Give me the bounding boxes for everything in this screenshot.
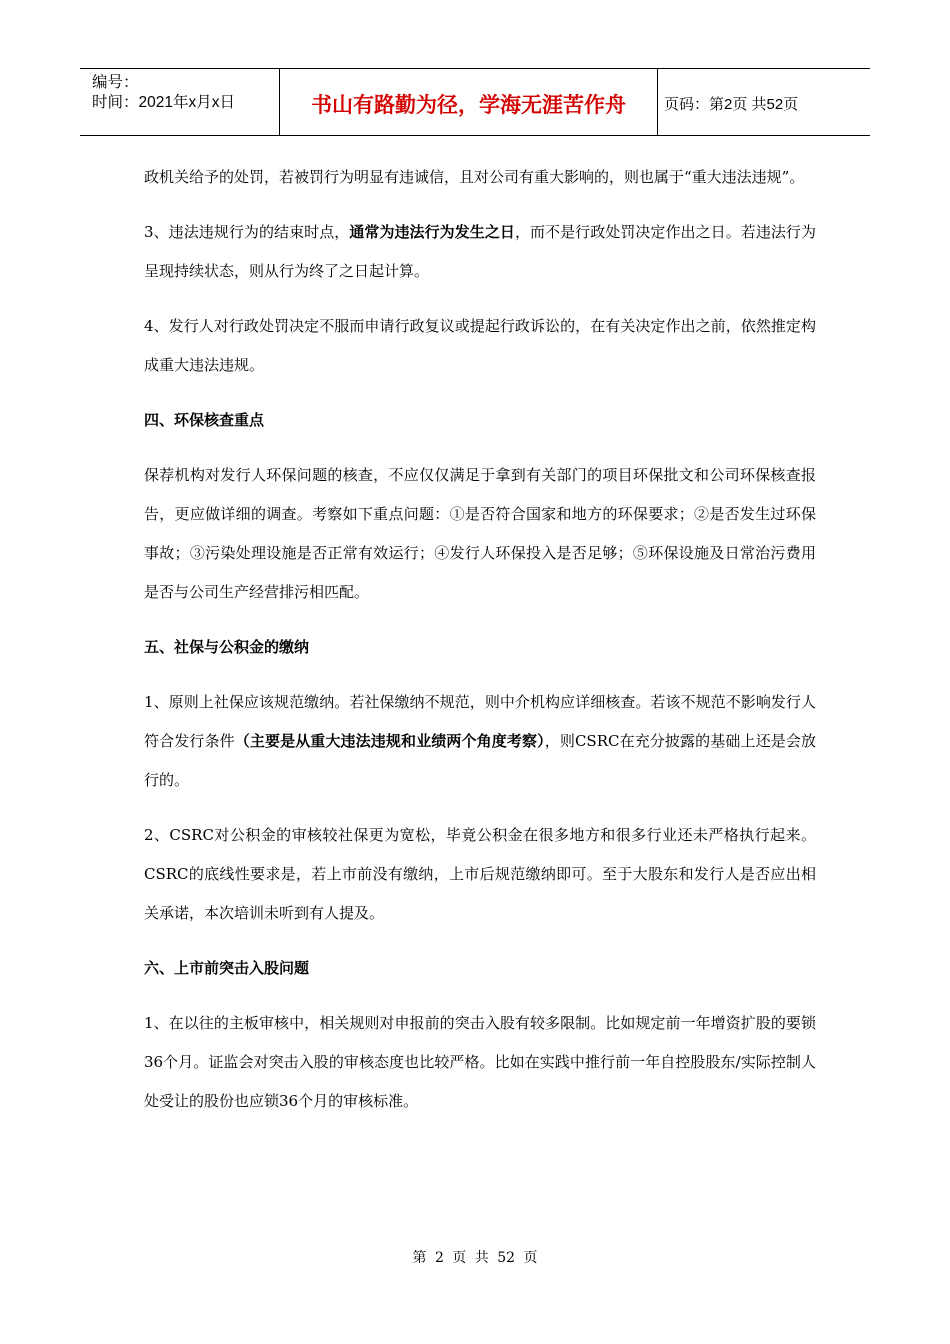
paragraph: 政机关给予的处罚，若被罚行为明显有违诚信，且对公司有重大影响的，则也属于“重大违法违规”。 xyxy=(144,168,805,186)
section-heading: 六、上市前突击入股问题 xyxy=(144,959,310,977)
paragraph: 保荐机构对发行人环保问题的核查，不应仅仅满足于拿到有关部门的项目环保批文和公司环保核查报告，更应做详细的调查。考察如下重点问题：①是否符合国家和地方的环保要求；②是否发生过环保事故；③污染处理设施是否正常有效运行；④发行人环保投入是否足够；⑤环保设施及日常治污费用是否与公司生产经营排污相匹配。 xyxy=(144,466,816,601)
header-page-code: 页码：第2页 共52页 xyxy=(664,95,799,113)
emphasis-text: （主要是从重大违法违规和业绩两个角度考察） xyxy=(234,732,545,750)
document-time-label: 时间：2021年x月x日 xyxy=(92,94,235,111)
header-meta xyxy=(80,69,280,135)
paragraph xyxy=(144,683,816,800)
paragraph-text: ，而不是行政处罚决定作出之日。若违法行为呈现持续状态，则从行为终了之日起计算。 xyxy=(144,223,816,280)
paragraph-text: 3、违法违规行为的结束时点， xyxy=(144,223,350,241)
section-heading: 五、社保与公积金的缴纳 xyxy=(144,638,310,656)
page-header xyxy=(80,68,870,136)
emphasis-text: 通常为违法行为发生之日 xyxy=(349,223,515,241)
paragraph-text: ，则CSRC在充分披露的基础上还是会放行的。 xyxy=(144,732,816,789)
section-heading: 四、环保核查重点 xyxy=(144,411,265,429)
document-number-label: 编号： xyxy=(92,74,139,91)
paragraph-text: 1、原则上社保应该规范缴纳。若社保缴纳不规范，则中介机构应详细核查。若该不规范不影响发行人符合发行条件 xyxy=(144,693,816,750)
paragraph xyxy=(144,213,816,291)
page-footer: 第 2 页 共 52 页 xyxy=(412,1250,538,1266)
paragraph: 4、发行人对行政处罚决定不服而申请行政复议或提起行政诉讼的，在有关决定作出之前，依然推定构成重大违法违规。 xyxy=(144,317,816,374)
document-body xyxy=(144,158,816,1121)
paragraph: 2、CSRC对公积金的审核较社保更为宽松，毕竟公积金在很多地方和很多行业还未严格执行起来。CSRC的底线性要求是，若上市前没有缴纳，上市后规范缴纳即可。至于大股东和发行人是否应出相关承诺，本次培训未听到有人提及。 xyxy=(144,826,816,922)
header-motto: 书山有路勤为径，学海无涯苦作舟 xyxy=(280,69,658,135)
paragraph: 1、在以往的主板审核中，相关规则对申报前的突击入股有较多限制。比如规定前一年增资扩股的要锁36个月。证监会对突击入股的审核态度也比较严格。比如在实践中推行前一年自控股股东/实际控制人处受让的股份也应锁36个月的审核标准。 xyxy=(144,1014,816,1110)
